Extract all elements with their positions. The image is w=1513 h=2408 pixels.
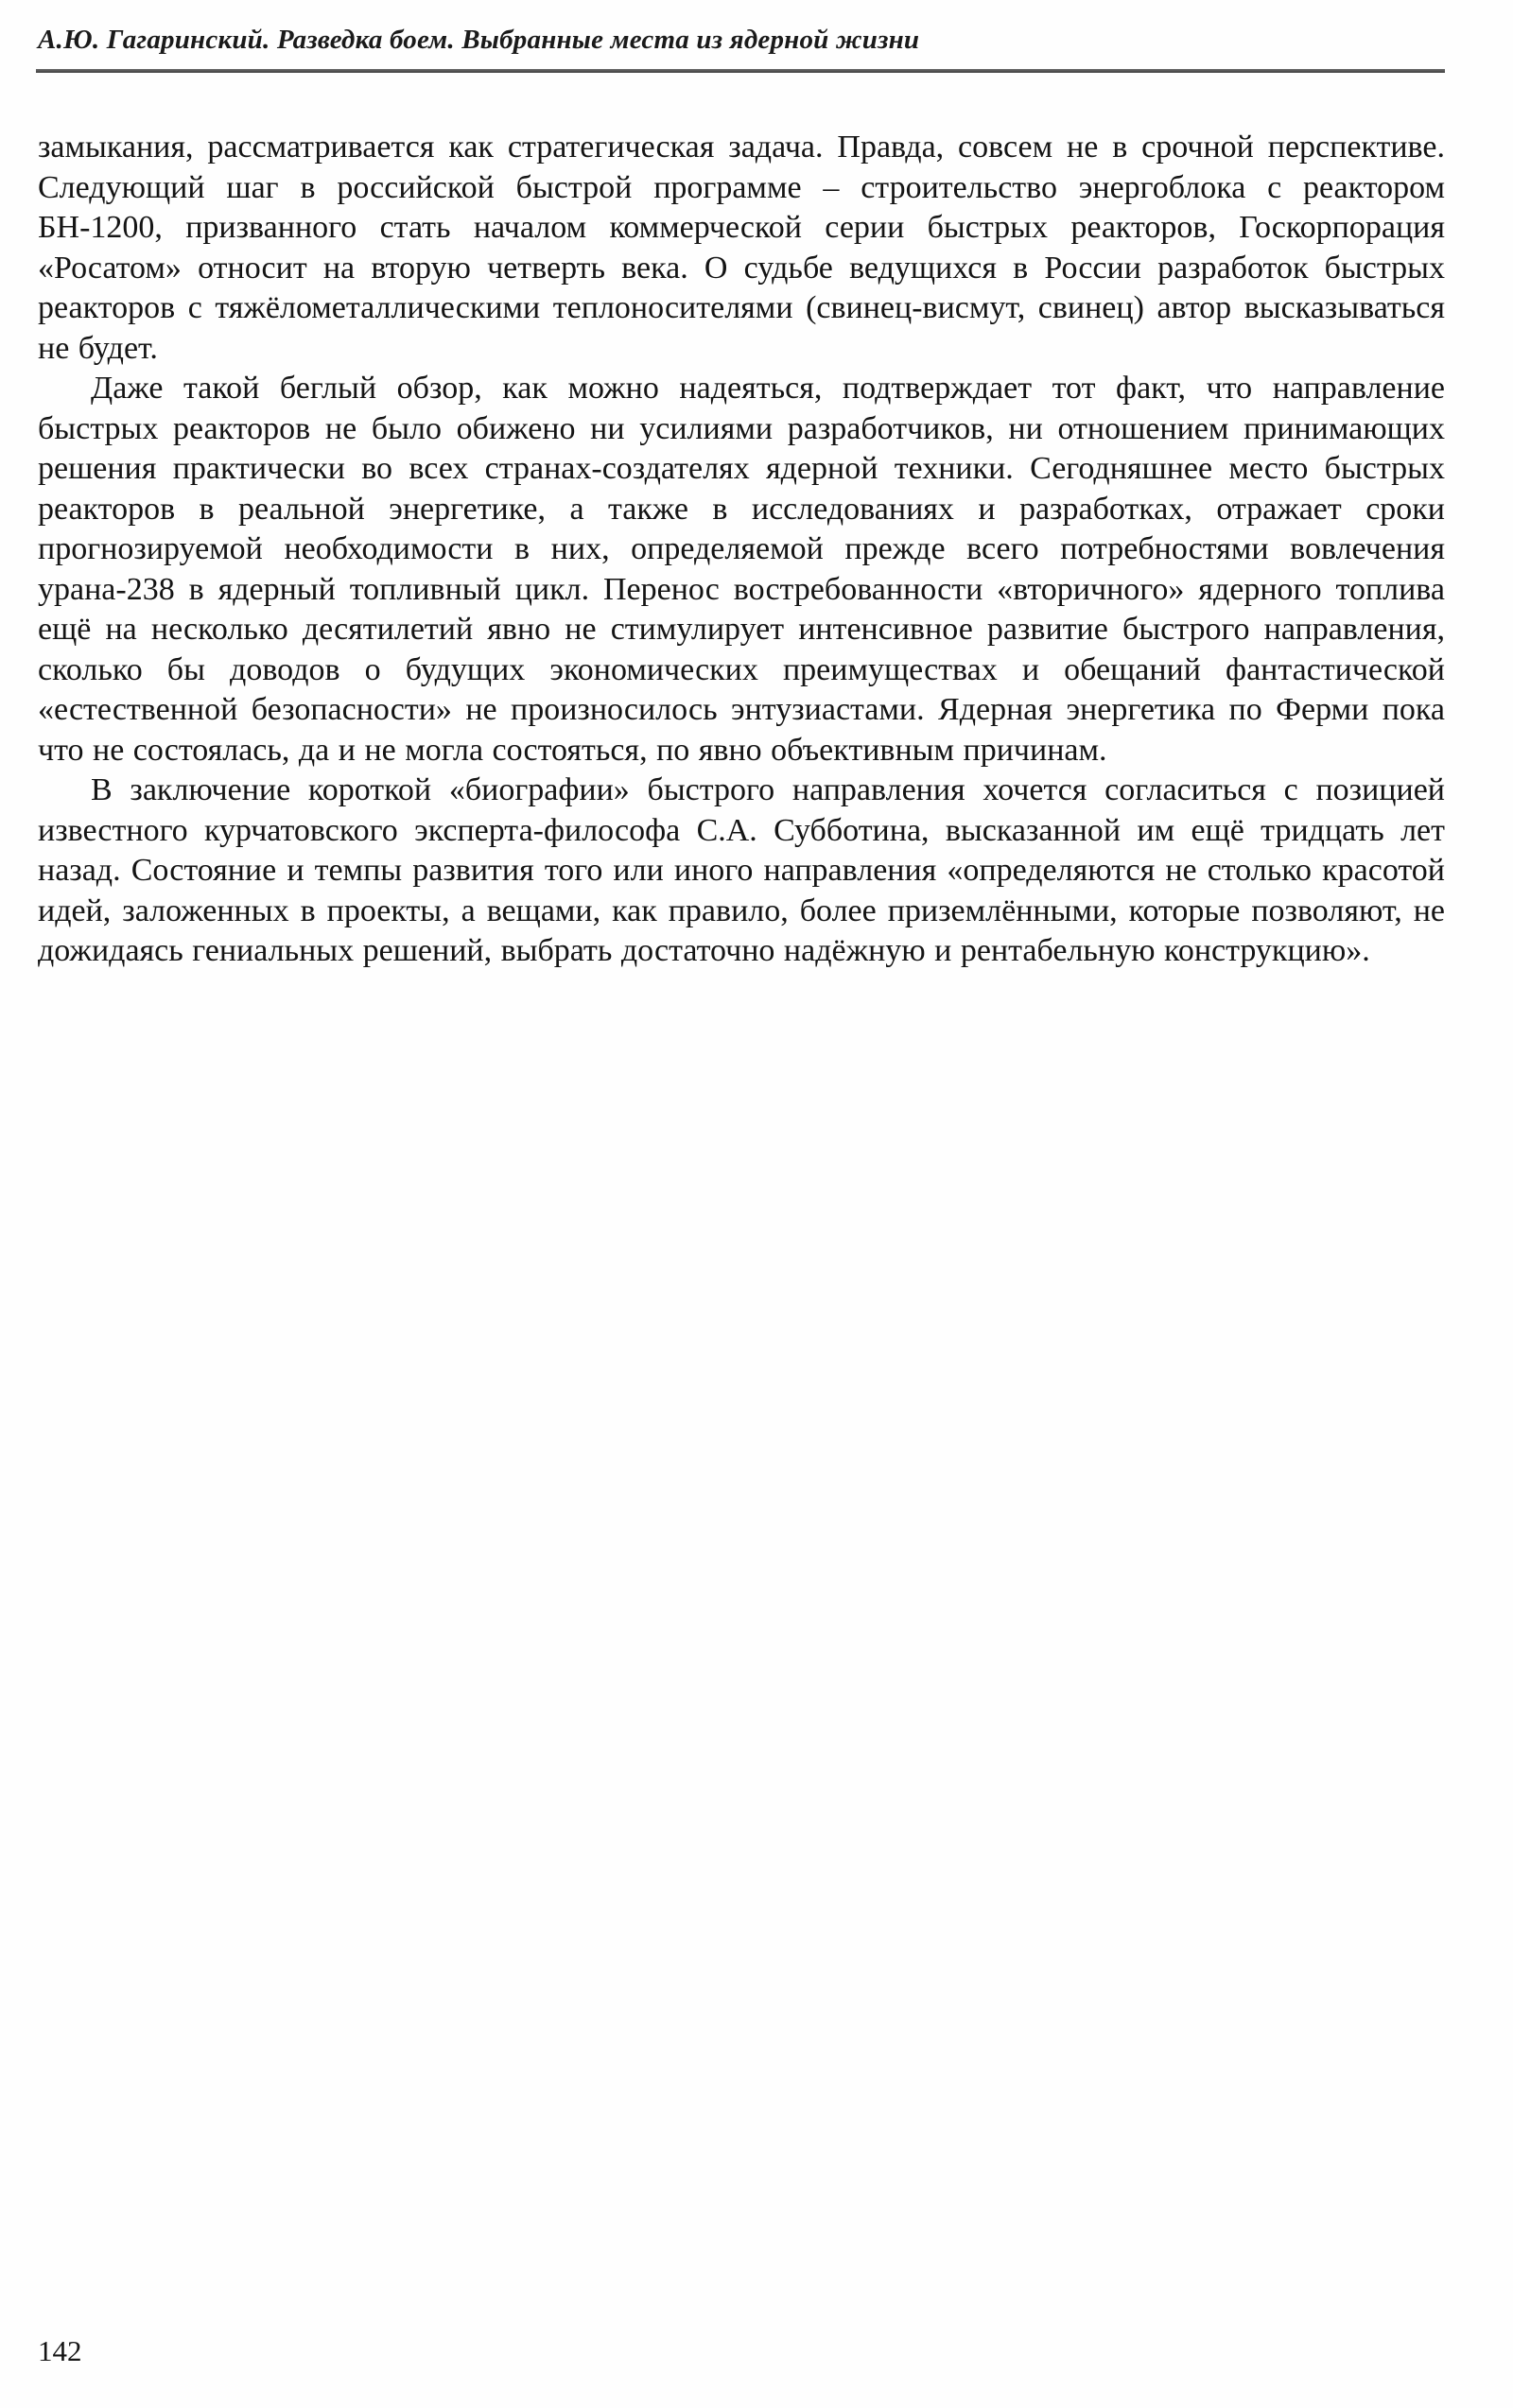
paragraph: замыкания, рассматривается как стратегическая задача. Правда, совсем не в срочной перспективе. Следующий шаг в российской быстрой программе – строительство энергоблока с реактором БН-1200, призванного стать началом коммерческой серии быстрых реакторов, Госкорпорация «Росатом» относит на вторую четверть века. О судьбе ведущихся в России разработок быстрых реакторов с тяжёлометаллическими теплоносителями (свинец-висмут, свинец) автор высказываться не будет. bbox=[38, 130, 1445, 366]
page-number: 142 bbox=[38, 2334, 82, 2367]
paragraph: В заключение короткой «биографии» быстрого направления хочется согласиться с позицией известного курчатовского эксперта-философа С.А. Субботина, высказанной им ещё тридцать лет назад. Состояние и темпы развития того или иного направления «определяются не столько красотой идей, заложенных в проекты, а вещами, как правило, более приземлёнными, которые позволяют, не дожидаясь гениальных решений, выбрать достаточно надёжную и рентабельную конструкцию». bbox=[38, 772, 1445, 968]
running-header: А.Ю. Гагаринский. Разведка боем. Выбранные места из ядерной жизни bbox=[38, 25, 920, 55]
text-block bbox=[36, 128, 1445, 972]
header-rule bbox=[36, 69, 1445, 73]
paragraph: Даже такой беглый обзор, как можно надеяться, подтверждает тот факт, что направление быстрых реакторов не было обижено ни усилиями разработчиков, ни отношением принимающих решения практически во всех странах-создателях ядерной техники. Сегодняшнее место быстрых реакторов в реальной энергетике, а также в исследованиях и разработках, отражает сроки прогнозируемой необходимости в них, определяемой прежде всего потребностями вовлечения урана-238 в ядерный топливный цикл. Перенос востребованности «вторичного» ядерного топлива ещё на несколько десятилетий явно не стимулирует интенсивное развитие быстрого направления, сколько бы доводов о будущих экономических преимуществах и обещаний фантастической «естественной безопасности» не произносилось энтузиастами. Ядерная энергетика по Ферми пока что не состоялась, да и не могла состояться, по явно объективным причинам. bbox=[38, 371, 1445, 768]
